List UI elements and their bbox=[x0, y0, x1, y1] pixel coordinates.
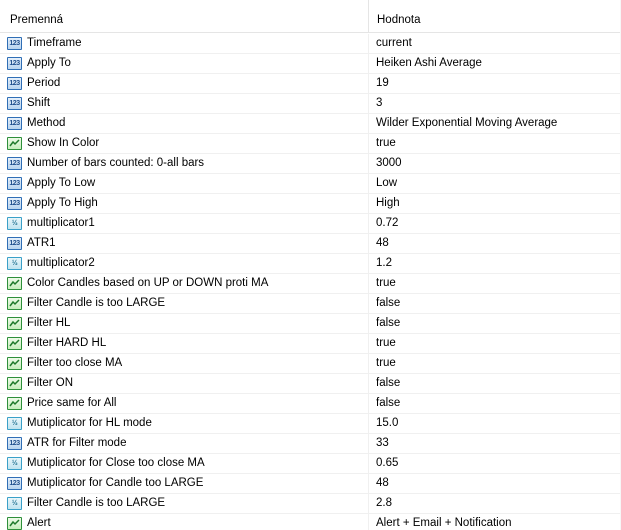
value-cell[interactable]: false bbox=[376, 397, 401, 409]
variable-label: Filter HARD HL bbox=[27, 337, 107, 349]
table-row[interactable] bbox=[0, 454, 621, 474]
variable-label: Filter too close MA bbox=[27, 357, 123, 369]
variable-label: Timeframe bbox=[27, 37, 82, 49]
variable-cell bbox=[0, 294, 369, 313]
variable-label: Method bbox=[27, 117, 66, 129]
table-row[interactable] bbox=[0, 234, 621, 254]
type-icon-text: 123 bbox=[9, 100, 20, 107]
table-row[interactable] bbox=[0, 194, 621, 214]
integer-type-icon bbox=[7, 437, 22, 450]
integer-type-icon bbox=[7, 237, 22, 250]
integer-type-icon bbox=[7, 77, 22, 90]
value-cell[interactable]: Wilder Exponential Moving Average bbox=[376, 117, 558, 129]
double-type-icon bbox=[7, 417, 22, 430]
variable-cell bbox=[0, 194, 369, 213]
value-cell[interactable]: true bbox=[376, 337, 396, 349]
table-row[interactable] bbox=[0, 154, 621, 174]
variable-cell bbox=[0, 394, 369, 413]
grid-rows bbox=[0, 34, 621, 530]
value-cell[interactable]: 2.8 bbox=[376, 497, 392, 509]
value-cell[interactable]: false bbox=[376, 317, 401, 329]
double-type-icon bbox=[7, 497, 22, 510]
value-cell[interactable]: 33 bbox=[376, 437, 389, 449]
variable-label: Price same for All bbox=[27, 397, 117, 409]
variable-label: multiplicator1 bbox=[27, 217, 95, 229]
variable-cell bbox=[0, 414, 369, 433]
boolean-type-icon bbox=[7, 517, 22, 530]
boolean-type-icon bbox=[7, 377, 22, 390]
variable-label: multiplicator2 bbox=[27, 257, 95, 269]
variable-label: Filter Candle is too LARGE bbox=[27, 497, 166, 509]
variable-label: Mutiplicator for HL mode bbox=[27, 417, 152, 429]
table-row[interactable] bbox=[0, 314, 621, 334]
table-row[interactable] bbox=[0, 94, 621, 114]
type-icon-text: ½ bbox=[11, 260, 18, 267]
type-icon-text: 123 bbox=[9, 120, 20, 127]
table-row[interactable] bbox=[0, 514, 621, 530]
boolean-type-icon bbox=[7, 337, 22, 350]
table-row[interactable] bbox=[0, 294, 621, 314]
variable-label: Filter ON bbox=[27, 377, 73, 389]
variable-cell bbox=[0, 454, 369, 473]
variable-cell bbox=[0, 74, 369, 93]
integer-type-icon bbox=[7, 37, 22, 50]
table-row[interactable] bbox=[0, 374, 621, 394]
boolean-type-icon bbox=[7, 397, 22, 410]
value-cell[interactable]: Heiken Ashi Average bbox=[376, 57, 482, 69]
table-row[interactable] bbox=[0, 414, 621, 434]
variable-label: Alert bbox=[27, 517, 51, 529]
variable-label: ATR1 bbox=[27, 237, 56, 249]
table-row[interactable] bbox=[0, 74, 621, 94]
variable-cell bbox=[0, 254, 369, 273]
variable-label: Color Candles based on UP or DOWN proti MA bbox=[27, 277, 269, 289]
variable-cell bbox=[0, 134, 369, 153]
value-cell[interactable]: false bbox=[376, 297, 401, 309]
type-icon-text: 123 bbox=[9, 60, 20, 67]
value-cell[interactable]: true bbox=[376, 277, 396, 289]
value-cell[interactable]: 15.0 bbox=[376, 417, 399, 429]
value-cell[interactable]: 48 bbox=[376, 237, 389, 249]
variable-cell bbox=[0, 474, 369, 493]
type-icon-text: ½ bbox=[11, 500, 18, 507]
value-cell[interactable]: High bbox=[376, 197, 400, 209]
integer-type-icon bbox=[7, 57, 22, 70]
value-cell[interactable]: 48 bbox=[376, 477, 389, 489]
boolean-type-icon bbox=[7, 317, 22, 330]
type-icon-text: 123 bbox=[9, 40, 20, 47]
integer-type-icon bbox=[7, 157, 22, 170]
type-icon-text: ½ bbox=[11, 220, 18, 227]
table-row[interactable] bbox=[0, 54, 621, 74]
variable-cell bbox=[0, 314, 369, 333]
value-cell[interactable]: true bbox=[376, 137, 396, 149]
type-icon-text: 123 bbox=[9, 80, 20, 87]
double-type-icon bbox=[7, 257, 22, 270]
variable-label: Apply To Low bbox=[27, 177, 96, 189]
variable-cell bbox=[0, 374, 369, 393]
value-cell[interactable]: 3 bbox=[376, 97, 383, 109]
column-header-variable[interactable]: Premenná bbox=[0, 0, 369, 32]
type-icon-text: 123 bbox=[9, 480, 20, 487]
variable-cell bbox=[0, 354, 369, 373]
table-row[interactable] bbox=[0, 434, 621, 454]
double-type-icon bbox=[7, 457, 22, 470]
variable-label: Show In Color bbox=[27, 137, 100, 149]
value-cell[interactable]: 3000 bbox=[376, 157, 402, 169]
variable-label: Shift bbox=[27, 97, 51, 109]
value-cell[interactable]: 0.72 bbox=[376, 217, 399, 229]
table-row[interactable] bbox=[0, 174, 621, 194]
variable-cell bbox=[0, 154, 369, 173]
variable-cell bbox=[0, 514, 369, 530]
table-row[interactable] bbox=[0, 394, 621, 414]
grid-header bbox=[0, 0, 621, 33]
type-icon-text: ½ bbox=[11, 420, 18, 427]
variable-label: Mutiplicator for Candle too LARGE bbox=[27, 477, 204, 489]
table-row[interactable] bbox=[0, 494, 621, 514]
variable-label: Apply To High bbox=[27, 197, 98, 209]
column-header-value[interactable]: Hodnota bbox=[377, 14, 421, 26]
type-icon-text: 123 bbox=[9, 180, 20, 187]
table-row[interactable] bbox=[0, 274, 621, 294]
type-icon-text: ½ bbox=[11, 460, 18, 467]
value-cell[interactable]: Alert + Email + Notification bbox=[376, 517, 512, 529]
boolean-type-icon bbox=[7, 277, 22, 290]
type-icon-text: 123 bbox=[9, 440, 20, 447]
type-icon-text: 123 bbox=[9, 160, 20, 167]
table-row[interactable] bbox=[0, 114, 621, 134]
double-type-icon bbox=[7, 217, 22, 230]
value-cell[interactable]: 19 bbox=[376, 77, 389, 89]
boolean-type-icon bbox=[7, 137, 22, 150]
integer-type-icon bbox=[7, 477, 22, 490]
variable-cell bbox=[0, 274, 369, 293]
value-cell[interactable]: Low bbox=[376, 177, 398, 189]
integer-type-icon bbox=[7, 97, 22, 110]
variable-cell bbox=[0, 494, 369, 513]
variable-label: Filter Candle is too LARGE bbox=[27, 297, 166, 309]
value-cell[interactable]: true bbox=[376, 357, 396, 369]
variable-cell bbox=[0, 334, 369, 353]
table-row[interactable] bbox=[0, 254, 621, 274]
table-row[interactable] bbox=[0, 34, 621, 54]
variable-label: Period bbox=[27, 77, 61, 89]
variable-cell bbox=[0, 214, 369, 233]
variable-cell bbox=[0, 174, 369, 193]
variable-label: Filter HL bbox=[27, 317, 71, 329]
variable-label: ATR for Filter mode bbox=[27, 437, 127, 449]
table-row[interactable] bbox=[0, 214, 621, 234]
value-cell[interactable]: current bbox=[376, 37, 412, 49]
variable-cell bbox=[0, 54, 369, 73]
variable-cell bbox=[0, 94, 369, 113]
variable-cell bbox=[0, 434, 369, 453]
value-cell[interactable]: 1.2 bbox=[376, 257, 392, 269]
type-icon-text: 123 bbox=[9, 240, 20, 247]
integer-type-icon bbox=[7, 197, 22, 210]
table-row[interactable] bbox=[0, 474, 621, 494]
table-row[interactable] bbox=[0, 334, 621, 354]
variable-cell bbox=[0, 34, 369, 53]
value-cell[interactable]: false bbox=[376, 377, 401, 389]
variable-cell bbox=[0, 234, 369, 253]
table-row[interactable] bbox=[0, 134, 621, 154]
variable-cell bbox=[0, 114, 369, 133]
integer-type-icon bbox=[7, 177, 22, 190]
table-row[interactable] bbox=[0, 354, 621, 374]
variable-label: Number of bars counted: 0-all bars bbox=[27, 157, 205, 169]
type-icon-text: 123 bbox=[9, 200, 20, 207]
variable-label: Mutiplicator for Close too close MA bbox=[27, 457, 205, 469]
integer-type-icon bbox=[7, 117, 22, 130]
boolean-type-icon bbox=[7, 357, 22, 370]
value-cell[interactable]: 0.65 bbox=[376, 457, 399, 469]
boolean-type-icon bbox=[7, 297, 22, 310]
variable-label: Apply To bbox=[27, 57, 71, 69]
